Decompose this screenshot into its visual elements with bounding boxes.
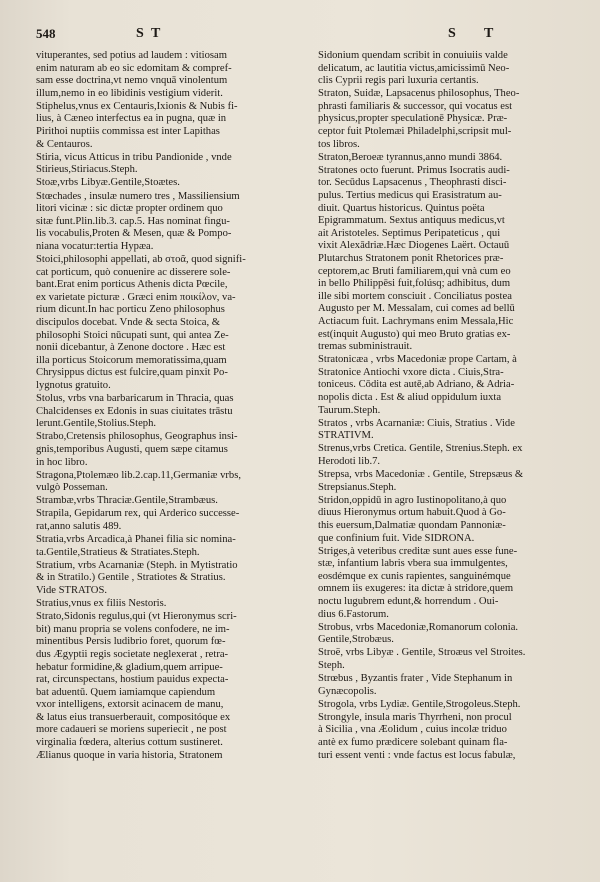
dictionary-entry (36, 101, 308, 151)
entry-line: stæ, infantium labris vbera sua immulgentes, (318, 558, 508, 570)
entry-line: phrasti familiaris & successor, qui vocatus est (318, 100, 513, 112)
dictionary-entry (318, 712, 570, 762)
entry-line: Stoæ,vrbs Libyæ.Gentile,Stoætes. (36, 177, 180, 189)
running-head-left: S T (136, 26, 163, 41)
entry-line: Gynæcopolis. (318, 685, 377, 697)
entry-line: Stroë, vrbs Libyæ . Gentile, Stroæus vel Stroites. (318, 647, 526, 659)
dictionary-entry (36, 191, 308, 254)
page-number: 548 (36, 26, 56, 41)
entry-line: Stratium, vrbs Acarnaniæ (Steph. in Mytistratio (36, 559, 238, 571)
entry-line: Strambæ,vrbs Thraciæ.Gentile,Strambæus. (36, 495, 218, 507)
entry-line: illum,nemo in eo libidinis vestigium viderit. (36, 87, 223, 99)
entry-line: Actiacum fuit. Lachrymans enim Messala,Hic (318, 315, 514, 327)
entry-line: virginalia fœdera, alterius cottum sustineret. (36, 737, 223, 749)
dictionary-entry (318, 495, 570, 545)
entry-line: clis Cyprii regis pari luxuria certantis. (318, 75, 479, 87)
entry-line: eosdémque ex cunis rapientes, sanguinémque (318, 570, 511, 582)
entry-line: this euersum,Dalmatiæ quondam Pannoniæ- (318, 519, 506, 531)
entry-line: STRATIVM. (318, 430, 374, 442)
entry-line: Stiria, vicus Atticus in tribu Pandionide , vnde (36, 151, 232, 163)
entry-line: & in Stratilo.) Gentile , Stratiotes & Stratius. (36, 572, 226, 584)
dictionary-entry (318, 152, 570, 165)
dictionary-entry (318, 165, 570, 354)
entry-line: tos libros. (318, 138, 360, 150)
entry-line: ceptor fuit Ptolemæi Philadelphi,scripsit mul- (318, 126, 512, 138)
entry-line: Strepsa, vrbs Macedoniæ . Gentile, Strepsæus & (318, 469, 524, 481)
entry-line: nonii dicebantur, à Zenone doctore . Hæc est (36, 342, 226, 354)
entry-line: bat aduentū. Quem iamiamque capiendum (36, 686, 216, 698)
entry-line: lerunt.Gentile,Stolius.Steph. (36, 418, 157, 430)
dictionary-entry (318, 673, 570, 698)
entry-line: nopolis dicta . Est & aliud oppidulum iuxta (318, 392, 502, 404)
entry-line: bant.Erat enim porticus Athenis dicta Pœcile, (36, 279, 228, 291)
entry-line: illa porticus Stoicorum memoratissima,quam (36, 354, 227, 366)
dictionary-entry (318, 88, 570, 151)
dictionary-entry (36, 508, 308, 533)
entry-line: vixit Alexādriæ.Hæc Diogenes Laërt. Octauū (318, 240, 510, 252)
entry-line: lis vocabulis,Proten & Mesen, quæ & Pompo- (36, 228, 232, 240)
entry-line: Stiphelus,vnus ex Centauris,Ixionis & Nubis fi- (36, 100, 238, 112)
dictionary-entry (36, 431, 308, 469)
page-header (36, 26, 566, 46)
dictionary-entry (318, 622, 570, 647)
entry-line: Stratos , vrbs Acarnaniæ: Ciuis, Stratius . Vide (318, 417, 515, 429)
entry-line: Steph. (318, 660, 345, 671)
dictionary-entry (318, 647, 570, 672)
dictionary-entry (36, 254, 308, 393)
entry-line: Ælianus quoque in varia historia, Stratonem (36, 749, 223, 761)
entry-line: enim naturam ab eo sic edomitam & compref- (36, 62, 232, 74)
entry-line: ta.Gentile,Stratieus & Stratiates.Steph. (36, 546, 200, 558)
entry-line: Stridon,oppidū in agro Iustinopolitano,à quo (318, 494, 507, 506)
right-column (318, 50, 570, 860)
entry-line: hebatur formidine,& gladium,quem arripue- (36, 661, 223, 673)
entry-line: Stratones octo fuerunt. Primus Isocratis audi- (318, 164, 510, 176)
dictionary-entry (36, 470, 308, 495)
running-head-right-1: S (448, 26, 458, 41)
entry-line: Stratia,vrbs Arcadica,à Phanei filia sic nomina- (36, 534, 236, 546)
entry-line: discipulos docebat. Vnde & secta Stoica, & (36, 316, 220, 328)
entry-line: Augusto per M. Messalam, cui comes ad bellū (318, 303, 515, 315)
entry-line: Stirieus,Stiriacus.Steph. (36, 164, 138, 176)
entry-line: Herodoti lib.7. (318, 456, 381, 467)
entry-line: tor. Secūdus Lapsacenus , Theophrasti disci- (318, 177, 507, 189)
entry-line: tremas subministrauit. (318, 341, 413, 353)
dictionary-entry (36, 152, 308, 177)
entry-line: vituperantes, sed potius ad laudem : vitiosam (36, 50, 227, 61)
entry-line: vulgò Posseman. (36, 482, 108, 494)
entry-line: lygnotus gratuito. (36, 379, 111, 391)
entry-line: ait Aristoteles. Septimus Peripateticus , qui (318, 227, 501, 239)
entry-line: Strapila, Gepidarum rex, qui Arderico successe- (36, 508, 240, 520)
entry-line: noctu lugubrem edunt,& horrendum . Oui- (318, 596, 499, 608)
entry-line: & latus eius transuerberauit, compositóque ex (36, 711, 231, 723)
entry-line: sam esse doctrina,vt nemo vnquā vinolentum (36, 75, 228, 87)
entry-line: bit) manu propria se volens confodere, ne im- (36, 623, 230, 635)
dictionary-entry (318, 546, 570, 622)
entry-line: dius 6.Fastorum. (318, 608, 389, 620)
dictionary-entry (36, 560, 308, 598)
entry-line: & Centauros. (36, 138, 93, 150)
entry-line: Plutarchus Stratonem ponit Rhetorices præ- (318, 253, 504, 264)
dictionary-entry (36, 598, 308, 611)
entry-line: more cadaueri se moriens superiecit , ne post (36, 724, 227, 736)
entry-line: Stragona,Ptolemæo lib.2.cap.11,Germaniæ vrbs, (36, 469, 241, 481)
entry-line: Chrysippus dictus est fulcire,quam pinxit Po- (36, 367, 228, 379)
entry-line: physicus,propter speculationē Physicæ. Præ- (318, 113, 508, 125)
dictionary-entry (36, 177, 308, 190)
entry-line: in bello Philippēsi fuit,folúsq; adhibitus, dum (318, 278, 511, 290)
entry-line: toniceus. Cōdita est autē,ab Adriano, & Adria- (318, 379, 515, 391)
entry-line: Strenus,vrbs Cretica. Gentile, Strenius.Steph. ex (318, 443, 523, 455)
entry-line: diuus Hieronymus ortum habuit.Quod à Go- (318, 507, 506, 519)
dictionary-entry (36, 393, 308, 431)
entry-line: ex varietate picturæ . Græci enim ποικίλον, va- (36, 291, 236, 303)
dictionary-entry (36, 50, 308, 100)
entry-line: omnem iis exugeres: ita dictæ à stridore,quem (318, 583, 514, 595)
entry-line: Strongyle, insula maris Thyrrheni, non procul (318, 711, 512, 723)
entry-line: delicatum, ac lautitia victus,amicissimū Neo- (318, 62, 510, 74)
dictionary-entry (318, 418, 570, 443)
entry-line: Strato,Sidonis regulus,qui (vt Hieronymus scri- (36, 611, 237, 623)
entry-line: Gentile,Strobæus. (318, 634, 394, 646)
entry-line: est(inquit Augusto) qui meo Bruto gratias ex- (318, 328, 511, 340)
entry-line: rat,anno salutis 489. (36, 520, 122, 532)
entry-line: Stratonice Antiochi vxore dicta . Ciuis,Stra- (318, 366, 504, 378)
entry-line: diuit. Quartus historicus. Quintus poëta (318, 202, 485, 214)
entry-line: dus Ægyptii regis societate neglexerat , retra- (36, 648, 229, 660)
entry-line: cat porticum, quò conuenire ac disserere sole- (36, 266, 231, 278)
dictionary-entry (318, 443, 570, 468)
entry-line: rium dicunt.In hac porticu Zeno philosophus (36, 304, 225, 316)
entry-line: minentibus Persis ludibrio foret, quorum fœ- (36, 636, 226, 648)
entry-line: antè ex fumo prædicere solebant quinam fla- (318, 737, 508, 749)
left-column (36, 50, 308, 860)
entry-line: Pirithoi nuptiis commissa est inter Lapithas (36, 126, 220, 138)
entry-line: ceptorem,ac Bruti familiarem,qui vnà cum eo (318, 265, 511, 277)
entry-line: Epigrammatum. Sextus antiquus medicus,vt (318, 215, 505, 227)
dictionary-entry (36, 611, 308, 762)
entry-line: rat, circunspectans, hostium pauidus expecta- (36, 674, 229, 686)
entry-line: Striges,à veteribus creditæ sunt aues esse fune- (318, 545, 518, 557)
entry-line: niana vocatur:tertia Hypæa. (36, 240, 154, 252)
entry-line: Stratius,vnus ex filiis Nestoris. (36, 598, 167, 610)
entry-line: turi essent venti : vnde factus est locus fabulæ, (318, 749, 516, 761)
entry-line: vxor intelligens, extorsit acinacem de manu, (36, 699, 224, 711)
entry-line: litori vicinæ : sic dictæ propter ordinem quo (36, 203, 223, 215)
entry-line: Chalcidenses ex Edonis in suas ciuitates trāstu (36, 405, 233, 417)
entry-line: Stratonicæa , vrbs Macedoniæ prope Cartam, à (318, 354, 517, 366)
dictionary-entry (318, 699, 570, 712)
entry-line: à Sicilia , vna Æolidum , cuius incolæ triduo (318, 724, 507, 736)
entry-line: Strœbus , Byzantis frater , Vide Stephanum in (318, 673, 513, 685)
entry-line: Strabo,Cretensis philosophus, Geographus insi- (36, 431, 238, 443)
entry-line: Vide STRATOS. (36, 584, 107, 596)
dictionary-entry (36, 534, 308, 559)
dictionary-entry (318, 354, 570, 417)
entry-line: que confinium fuit. Vide SIDRONA. (318, 532, 475, 544)
entry-line: philosophi Stoici nūcupati sunt, qui antea Ze- (36, 329, 229, 341)
entry-line: Straton, Suidæ, Lapsacenus philosophus, Theo- (318, 88, 520, 100)
running-head-right-2: T (484, 26, 496, 41)
dictionary-entry (318, 469, 570, 494)
entry-line: Taurum.Steph. (318, 404, 381, 416)
dictionary-entry (318, 50, 570, 88)
entry-line: Stolus, vrbs vna barbaricarum in Thracia, quas (36, 393, 234, 405)
entry-line: Stœchades , insulæ numero tres , Massiliensium (36, 190, 240, 202)
entry-line: Strepsianus.Steph. (318, 481, 397, 493)
entry-line: Strogola, vrbs Lydiæ. Gentile,Strogoleus.Steph. (318, 698, 521, 710)
entry-line: gnis,temporibus Augusti, quem sæpe citamus (36, 443, 228, 455)
entry-line: Strobus, vrbs Macedoniæ,Romanorum colonia. (318, 621, 519, 633)
entry-line: ille sibi mortem consciuit . Conciliatus postea (318, 290, 512, 302)
entry-line: in hoc libro. (36, 456, 88, 468)
entry-line: Stoici,philosophi appellati, ab στοᾶ, quod signifi- (36, 254, 246, 265)
dictionary-entry (36, 495, 308, 508)
entry-line: sitæ funt.Plin.lib.3. cap.5. Has nominat fingu- (36, 215, 230, 227)
entry-line: lius, à Cæneo interfectus ea in pugna, quæ in (36, 113, 227, 125)
entry-line: Straton,Beroeæ tyrannus,anno mundi 3864. (318, 151, 503, 163)
entry-line: pulus. Tertius medicus qui Erasistratum au- (318, 190, 502, 202)
entry-line: Sidonium quendam scribit in conuiuiis valde (318, 50, 508, 61)
